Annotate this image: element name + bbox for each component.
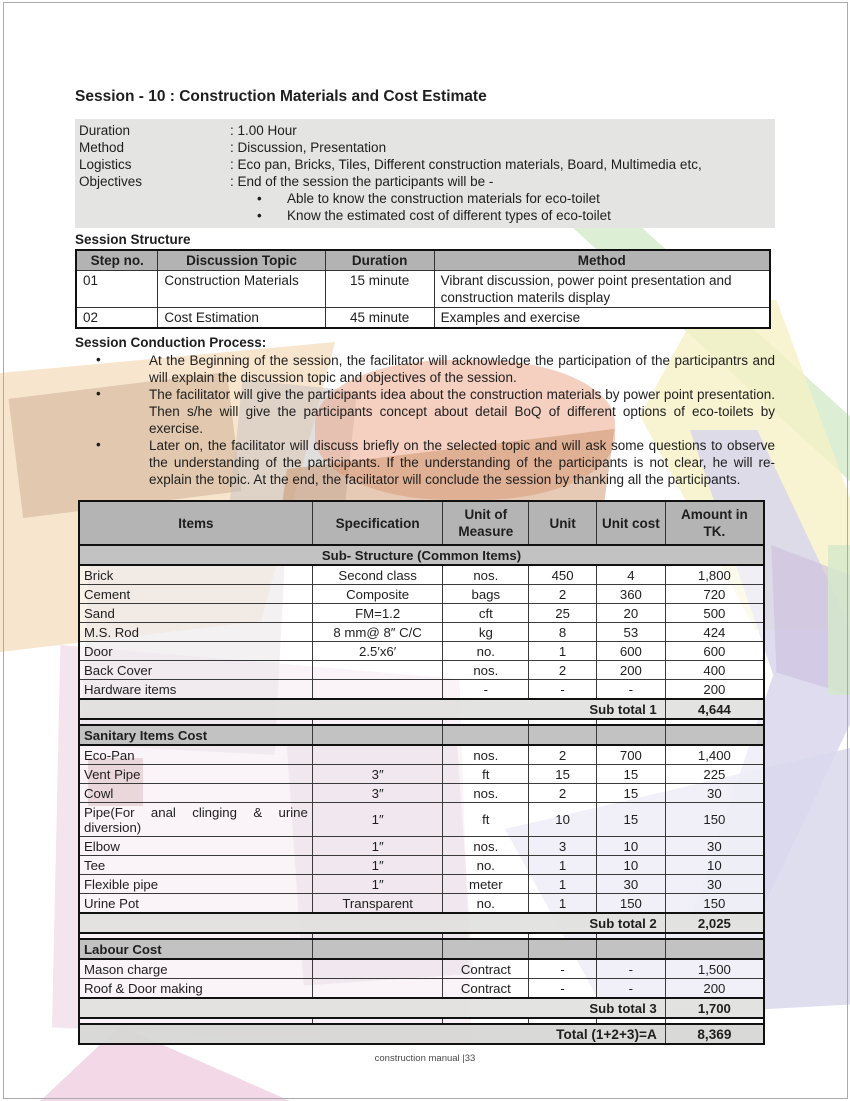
uom-cell: no. — [443, 856, 529, 875]
table-row — [79, 565, 764, 585]
section-title: Sanitary Items Cost — [79, 725, 312, 745]
subtotal-row — [79, 998, 764, 1018]
section-band — [79, 725, 764, 745]
unitcost-cell: 30 — [597, 875, 666, 894]
process-bullet-text: At the Beginning of the session, the facilitator will acknowledge the participation of the participantrs and will explain the discussion topic and objectives of the session. — [149, 353, 775, 385]
amount-cell: 1,500 — [665, 959, 764, 979]
column-header: Discussion Topic — [158, 250, 325, 271]
spec-cell: 3″ — [312, 765, 443, 784]
duration-cell: 15 minute — [325, 271, 434, 308]
amount-cell: 200 — [665, 680, 764, 700]
unitcost-cell: 53 — [597, 623, 666, 642]
uom-cell: nos. — [443, 745, 529, 765]
item-cell: Flexible pipe — [79, 875, 312, 894]
process-bullet-text: The facilitator will give the participants idea about the construction materials by power point presentation. Then s/he will give the participants concept about detail BoQ of different options of eco-toilets by exercise. — [149, 387, 775, 436]
info-label: Objectives — [79, 174, 143, 189]
objective-bullet-text: Able to know the construction materials for eco-toilet — [287, 191, 600, 206]
item-cell: Cowl — [79, 784, 312, 803]
section-band — [79, 545, 764, 565]
info-value: : Eco pan, Bricks, Tiles, Different construction materials, Board, Multimedia etc, — [230, 157, 702, 172]
amount-cell: 30 — [665, 837, 764, 856]
section-band — [79, 939, 764, 959]
unit-cell: 2 — [529, 585, 597, 604]
uom-cell: nos. — [443, 565, 529, 585]
info-value: : Discussion, Presentation — [230, 140, 387, 155]
session-structure-table — [75, 249, 771, 329]
objective-bullet — [253, 190, 775, 207]
amount-cell: 600 — [665, 642, 764, 661]
table-row — [76, 271, 770, 308]
column-header: Step no. — [76, 250, 158, 271]
bullet-icon — [253, 207, 287, 224]
header-row — [79, 501, 764, 545]
unit-cell: 1 — [529, 875, 597, 894]
uom-cell: cft — [443, 604, 529, 623]
unitcost-cell: 360 — [597, 585, 666, 604]
unit-cell: 1 — [529, 894, 597, 914]
table-row — [79, 745, 764, 765]
unitcost-cell: 20 — [597, 604, 666, 623]
unit-cell: - — [529, 979, 597, 999]
duration-cell: 45 minute — [325, 308, 434, 329]
unitcost-cell: - — [597, 979, 666, 999]
topic-cell: Construction Materials — [158, 271, 325, 308]
item-cell: Back Cover — [79, 661, 312, 680]
session-info-block — [75, 119, 775, 228]
uom-cell: kg — [443, 623, 529, 642]
section-empty-cell — [529, 725, 597, 745]
table-row — [79, 837, 764, 856]
spec-cell: 1″ — [312, 803, 443, 837]
spec-cell: 1″ — [312, 875, 443, 894]
section-empty-cell — [597, 725, 666, 745]
bullet-icon — [253, 190, 287, 207]
item-cell: Brick — [79, 565, 312, 585]
unitcost-cell: 10 — [597, 856, 666, 875]
info-row — [79, 173, 775, 190]
bullet-icon — [75, 437, 149, 488]
info-label: Logistics — [79, 157, 132, 172]
unitcost-cell: 200 — [597, 661, 666, 680]
table-row — [79, 856, 764, 875]
step-cell: 02 — [76, 308, 158, 329]
spec-cell: Composite — [312, 585, 443, 604]
unitcost-cell: 15 — [597, 784, 666, 803]
uom-cell: nos. — [443, 661, 529, 680]
spec-cell: 2.5′x6′ — [312, 642, 443, 661]
step-cell: 01 — [76, 271, 158, 308]
spec-cell — [312, 745, 443, 765]
conduction-heading: Session Conduction Process: — [75, 335, 267, 350]
uom-cell: bags — [443, 585, 529, 604]
uom-cell: nos. — [443, 784, 529, 803]
unit-cell: - — [529, 680, 597, 700]
total-amount: 8,369 — [665, 1024, 764, 1044]
spec-cell — [312, 959, 443, 979]
item-cell: Urine Pot — [79, 894, 312, 914]
info-value: : 1.00 Hour — [230, 123, 297, 138]
spec-cell: FM=1.2 — [312, 604, 443, 623]
section-title: Sub- Structure (Common Items) — [79, 545, 764, 565]
topic-cell: Cost Estimation — [158, 308, 325, 329]
unitcost-cell: - — [597, 680, 666, 700]
bullet-icon — [75, 386, 149, 437]
item-cell: Cement — [79, 585, 312, 604]
unitcost-cell: 600 — [597, 642, 666, 661]
amount-cell: 424 — [665, 623, 764, 642]
unit-cell: 1 — [529, 642, 597, 661]
unitcost-cell: 700 — [597, 745, 666, 765]
table-row — [79, 894, 764, 914]
amount-cell: 1,400 — [665, 745, 764, 765]
subtotal-amount: 4,644 — [665, 699, 764, 719]
uom-cell: no. — [443, 642, 529, 661]
info-row — [79, 139, 775, 156]
unit-cell: 2 — [529, 661, 597, 680]
item-cell: Door — [79, 642, 312, 661]
section-empty-cell — [665, 725, 764, 745]
spec-cell — [312, 680, 443, 700]
total-row — [79, 1024, 764, 1044]
amount-cell: 30 — [665, 875, 764, 894]
amount-cell: 150 — [665, 894, 764, 914]
item-cell: Eco-Pan — [79, 745, 312, 765]
info-value: : End of the session the participants will be - — [230, 174, 494, 189]
subtotal-row — [79, 913, 764, 933]
table-row — [79, 585, 764, 604]
table-row — [79, 623, 764, 642]
process-bullet — [75, 352, 775, 386]
amount-cell: 225 — [665, 765, 764, 784]
table-row — [79, 979, 764, 999]
table-row — [79, 680, 764, 700]
header-row — [76, 250, 770, 271]
objective-bullet — [253, 207, 775, 224]
unitcost-cell: 4 — [597, 565, 666, 585]
item-cell: M.S. Rod — [79, 623, 312, 642]
column-header: Method — [434, 250, 770, 271]
conduction-list — [75, 352, 775, 488]
section-empty-cell — [443, 939, 529, 959]
column-header: Amount in TK. — [665, 501, 764, 545]
amount-cell: 400 — [665, 661, 764, 680]
table-row — [79, 875, 764, 894]
item-cell: Hardware items — [79, 680, 312, 700]
section-title: Labour Cost — [79, 939, 312, 959]
amount-cell: 500 — [665, 604, 764, 623]
spec-cell: 3″ — [312, 784, 443, 803]
unit-cell: 8 — [529, 623, 597, 642]
session-structure-heading: Session Structure — [75, 232, 191, 247]
page-title: Session - 10 : Construction Materials and Cost Estimate — [75, 88, 487, 105]
unit-cell: 3 — [529, 837, 597, 856]
subtotal-amount: 1,700 — [665, 998, 764, 1018]
spec-cell: 1″ — [312, 856, 443, 875]
unitcost-cell: 15 — [597, 765, 666, 784]
amount-cell: 720 — [665, 585, 764, 604]
unit-cell: 450 — [529, 565, 597, 585]
process-bullet — [75, 386, 775, 437]
unit-cell: 15 — [529, 765, 597, 784]
table-row — [76, 308, 770, 329]
subtotal-amount: 2,025 — [665, 913, 764, 933]
spec-cell: 8 mm@ 8″ C/C — [312, 623, 443, 642]
info-label: Method — [79, 140, 125, 155]
info-row — [79, 156, 775, 173]
section-empty-cell — [443, 725, 529, 745]
column-header: Specification — [312, 501, 443, 545]
uom-cell: Contract — [443, 979, 529, 999]
table-row — [79, 803, 764, 837]
unit-cell: 1 — [529, 856, 597, 875]
subtotal-label: Sub total 3 — [79, 998, 665, 1018]
objective-bullet-text: Know the estimated cost of different types of eco-toilet — [287, 208, 611, 223]
column-header: Duration — [325, 250, 434, 271]
section-empty-cell — [312, 725, 443, 745]
cost-table — [78, 500, 765, 1045]
column-header: Items — [79, 501, 312, 545]
section-empty-cell — [529, 939, 597, 959]
unit-cell: 2 — [529, 784, 597, 803]
unit-cell: 25 — [529, 604, 597, 623]
unit-cell: 10 — [529, 803, 597, 837]
table-row — [79, 661, 764, 680]
uom-cell: Contract — [443, 959, 529, 979]
page-footer: construction manual |33 — [374, 1053, 476, 1064]
process-bullet-text: Later on, the facilitator will discuss briefly on the selected topic and will ask some questions to observe the understanding of the participants. If the understanding of the participants is not clear, he will re-explain the topic. At the end, the facilitator will conclude the session by thanking all the participants. — [149, 438, 775, 487]
table-row — [79, 765, 764, 784]
item-cell: Mason charge — [79, 959, 312, 979]
spec-cell: Transparent — [312, 894, 443, 914]
amount-cell: 10 — [665, 856, 764, 875]
uom-cell: ft — [443, 765, 529, 784]
subtotal-label: Sub total 1 — [79, 699, 665, 719]
spec-cell — [312, 979, 443, 999]
spec-cell: Second class — [312, 565, 443, 585]
amount-cell: 200 — [665, 979, 764, 999]
unitcost-cell: 15 — [597, 803, 666, 837]
unit-cell: - — [529, 959, 597, 979]
item-cell: Elbow — [79, 837, 312, 856]
uom-cell: meter — [443, 875, 529, 894]
unitcost-cell: - — [597, 959, 666, 979]
amount-cell: 150 — [665, 803, 764, 837]
spec-cell — [312, 661, 443, 680]
total-label: Total (1+2+3)=A — [79, 1024, 665, 1044]
bullet-icon — [75, 352, 149, 386]
subtotal-label: Sub total 2 — [79, 913, 665, 933]
table-row — [79, 784, 764, 803]
section-empty-cell — [665, 939, 764, 959]
section-empty-cell — [597, 939, 666, 959]
item-cell: Roof & Door making — [79, 979, 312, 999]
uom-cell: no. — [443, 894, 529, 914]
uom-cell: nos. — [443, 837, 529, 856]
column-header: Unit cost — [597, 501, 666, 545]
table-row — [79, 642, 764, 661]
info-label: Duration — [79, 123, 131, 138]
table-row — [79, 959, 764, 979]
subtotal-row — [79, 699, 764, 719]
method-cell: Examples and exercise — [434, 308, 770, 329]
uom-cell: - — [443, 680, 529, 700]
process-bullet — [75, 437, 775, 488]
method-cell: Vibrant discussion, power point presentation and construction materils display — [434, 271, 770, 308]
item-cell: Pipe(For anal clinging & urine diversion) — [79, 803, 312, 837]
table-row — [79, 604, 764, 623]
unitcost-cell: 150 — [597, 894, 666, 914]
unitcost-cell: 10 — [597, 837, 666, 856]
info-row — [79, 122, 775, 139]
spec-cell: 1″ — [312, 837, 443, 856]
item-cell: Sand — [79, 604, 312, 623]
column-header: Unit — [529, 501, 597, 545]
unit-cell: 2 — [529, 745, 597, 765]
uom-cell: ft — [443, 803, 529, 837]
section-empty-cell — [312, 939, 443, 959]
column-header: Unit of Measure — [443, 501, 529, 545]
item-cell: Tee — [79, 856, 312, 875]
amount-cell: 30 — [665, 784, 764, 803]
amount-cell: 1,800 — [665, 565, 764, 585]
item-cell: Vent Pipe — [79, 765, 312, 784]
